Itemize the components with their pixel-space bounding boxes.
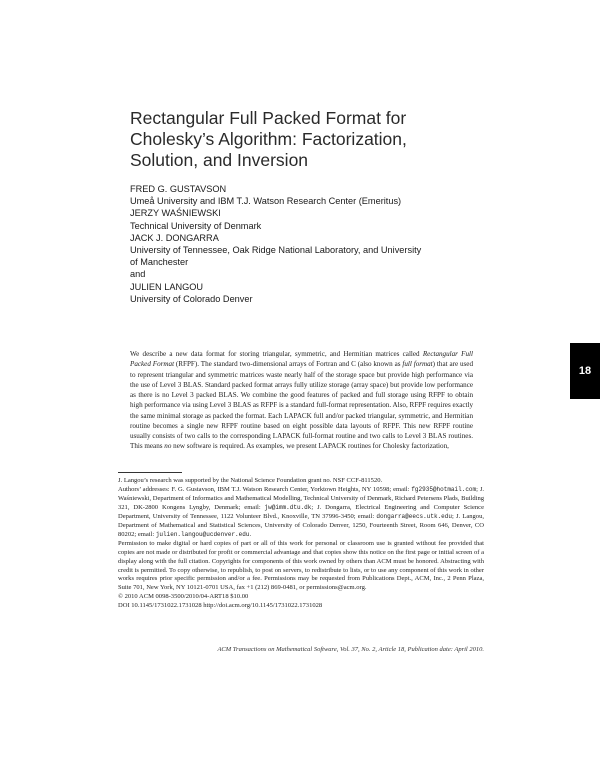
address-text: Authors’ addresses: F. G. Gustavson, IBM T.J. Watson Research Center, Yorktown Heights, NY 10598; email: <box>118 485 412 493</box>
author-affiliation: Technical University of Denmark <box>130 220 262 231</box>
email-link[interactable]: julien.langou@ucdenver.edu <box>155 530 250 538</box>
author-name: JACK J. DONGARRA <box>130 232 219 243</box>
footnotes <box>118 477 484 611</box>
author-block <box>130 183 470 305</box>
author-affiliation: University of Colorado Denver <box>130 293 253 304</box>
author-name: JERZY WAŚNIEWSKI <box>130 208 221 219</box>
funding-note: J. Langou’s research was supported by the National Science Foundation grant no. NSF CCF-811520. <box>118 477 383 484</box>
abstract-text: new software is required. As examples, we present LAPACK routines for Cholesky factorization, <box>171 442 449 451</box>
abstract-term: Rectangular Full Packed Format <box>130 350 473 369</box>
address-text: ; J. Waśniewski, Department of Informatics and Mathematical Modelling, Technical University of Denmark, Richard Petersens Plads, Building 321, DK-2800 Kongens Lyngby, Denmark; email: <box>118 485 484 511</box>
abstract-text: (RFPF). The standard two-dimensional arrays of Fortran and C (also known as <box>174 360 403 369</box>
permission-note: Permission to make digital or hard copies of part or all of this work for personal or classroom use is granted without fee provided that copies are not made or distributed for profit or commercial advantage and that copies show this notice on the first page or initial screen of a display along with the full citation. Copyrights for components of this work owned by others than ACM must be honored. Abstracting with credit is permitted. To copy otherwise, to republish, to post on servers, to redistribute to lists, or to use any component of this work in other works requires prior specific permission and/or a fee. Permissions may be requested from Publications Dept., ACM, Inc., 2 Penn Plaza, Suite 701, New York, NY 10121-0701 USA, fax +1 (212) 869-0481, or permissions@acm.org. <box>118 539 484 592</box>
author-name: JULIEN LANGOU <box>130 281 204 292</box>
email-link[interactable]: fg2935@hotmail.com <box>411 485 477 493</box>
title-line-3: Solution, and Inversion <box>130 150 309 170</box>
abstract <box>130 349 473 452</box>
paper-title <box>130 108 470 171</box>
address-text: ; J. Langou, Department of Mathematical and Statistical Sciences, University of Colorado Denver, 1250, Fourteenth Street, Room 646, Denver, CO 80202; email: <box>118 512 484 538</box>
title-line-2: Cholesky’s Algorithm: Factorization, <box>130 129 407 149</box>
footnote-divider <box>118 472 182 473</box>
address-text: ; J. Dongarra, Electrical Engineering and Computer Science Department, University of Tennessee, 1122 Volunteer Blvd., Knoxville, TN 37996-3450; email: <box>118 503 484 520</box>
address-text: . <box>249 530 252 538</box>
author-name: FRED G. GUSTAVSON <box>130 184 227 194</box>
copyright-line: © 2010 ACM 0098-3500/2010/04-ART18 $10.00 <box>118 593 249 601</box>
running-footer: ACM Transactions on Mathematical Software, Vol. 37, No. 2, Article 18, Publication date: April 2010. <box>217 646 484 653</box>
abstract-text: We describe a new data format for storing triangular, symmetric, and Hermitian matrices called <box>130 350 423 358</box>
abstract-term: full format <box>402 360 433 369</box>
title-line-1: Rectangular Full Packed Format for <box>130 108 407 128</box>
article-number-tab: 18 <box>570 343 600 399</box>
email-link[interactable]: dongarra@eecs.utk.edu <box>376 512 452 520</box>
email-link[interactable]: jw@imm.dtu.dk <box>264 503 312 511</box>
authors-addresses <box>118 486 484 540</box>
author-affiliation: Umeå University and IBM T.J. Watson Research Center (Emeritus) <box>130 196 402 207</box>
author-affiliation: University of Tennessee, Oak Ridge National Laboratory, and University of Manchester <box>130 245 424 268</box>
abstract-text: ) that are used to represent triangular and symmetric matrices waste nearly half of the storage space but provide high performance via the use of Level 3 BLAS. Standard packed format arrays fully utilize storage (array space) but provide low performance as there is no Level 3 packed BLAS. We combine the good features of packed and full storage using RFPF to obtain high performance via using Level 3 BLAS as RFPF is a standard full-format representation. Also, RFPF requires exactly the same minimal storage as packed the format. Each LAPACK full and/or packed triangular, symmetric, and Hermitian routine becomes a single new RFPF routine based on eight possible data layouts of RFPF. This new RFPF routine usually consists of two calls to the corresponding LAPACK full-format routine and two calls to Level 3 BLAS routines. This means <box>130 360 474 451</box>
abstract-emphasis: no <box>164 442 172 451</box>
author-conjunction: and <box>130 269 146 280</box>
doi-line[interactable]: DOI 10.1145/1731022.1731028 http://doi.acm.org/10.1145/1731022.1731028 <box>118 602 323 610</box>
